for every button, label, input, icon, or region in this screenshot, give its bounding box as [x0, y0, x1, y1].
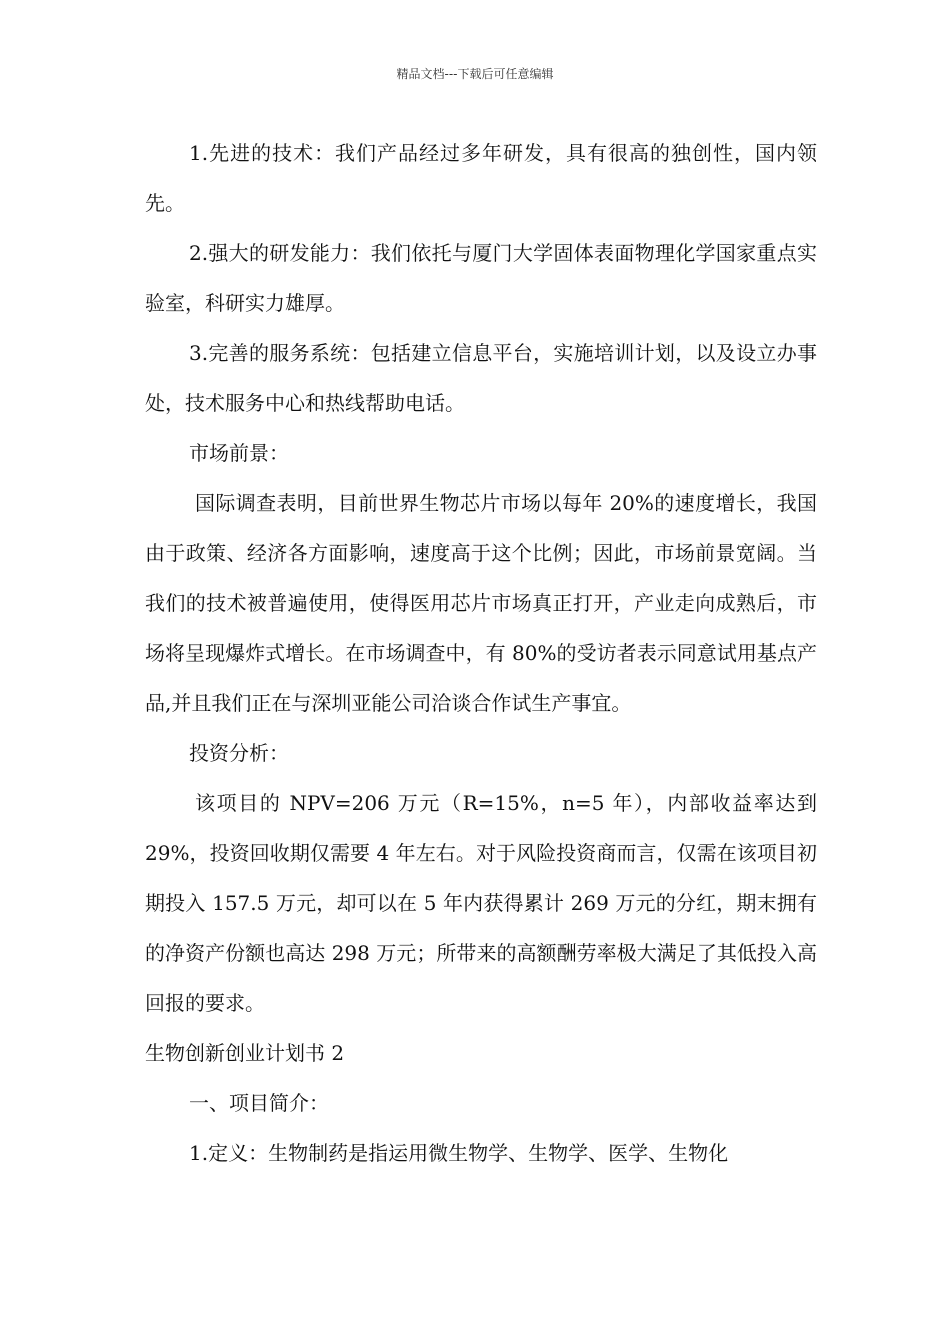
paragraph-market-outlook: 国际调查表明，目前世界生物芯片市场以每年 20%的速度增长，我国由于政策、经济各方面影响，速度高于这个比例；因此，市场前景宽阔。当我们的技术被普遍使用，使得医用芯片市场真正打开，产业走向成熟后，市场将呈现爆炸式增长。在市场调查中，有 80%的受访者表示同意试用基点产品,并且我们正在与深圳亚能公司洽谈合作试生产事宜。: [145, 491, 817, 715]
heading-investment-analysis: 投资分析：: [189, 741, 289, 765]
paragraph-investment-analysis: 该项目的 NPV=206 万元（R=15%，n=5 年），内部收益率达到 29%，投资回收期仅需要 4 年左右。对于风险投资商而言，仅需在该项目初期投入 157.5 万元，却可以在 5 年内获得累计 269 万元的分红，期末拥有的净资产份额也高达 298 万元；所带来的高额酬劳率极大满足了其低投入高回报的要求。: [145, 791, 817, 1015]
paragraph-definition: 1.定义：生物制药是指运用微生物学、生物学、医学、生物化: [189, 1141, 729, 1165]
heading-market-outlook: 市场前景：: [189, 441, 289, 465]
section-title: 生物创新创业计划书 2: [145, 1041, 345, 1065]
heading-project-intro: 一、项目简介：: [189, 1091, 329, 1115]
document-body: [145, 128, 817, 1178]
page-header: 精品文档---下载后可任意编辑: [396, 67, 554, 81]
paragraph-advantage-rd: 2.强大的研发能力：我们依托与厦门大学固体表面物理化学国家重点实验室，科研实力雄厚。: [145, 241, 817, 315]
paragraph-advantage-tech: 1.先进的技术：我们产品经过多年研发，具有很高的独创性，国内领先。: [145, 141, 817, 215]
paragraph-advantage-service: 3.完善的服务系统：包括建立信息平台，实施培训计划，以及设立办事处，技术服务中心和热线帮助电话。: [145, 341, 817, 415]
